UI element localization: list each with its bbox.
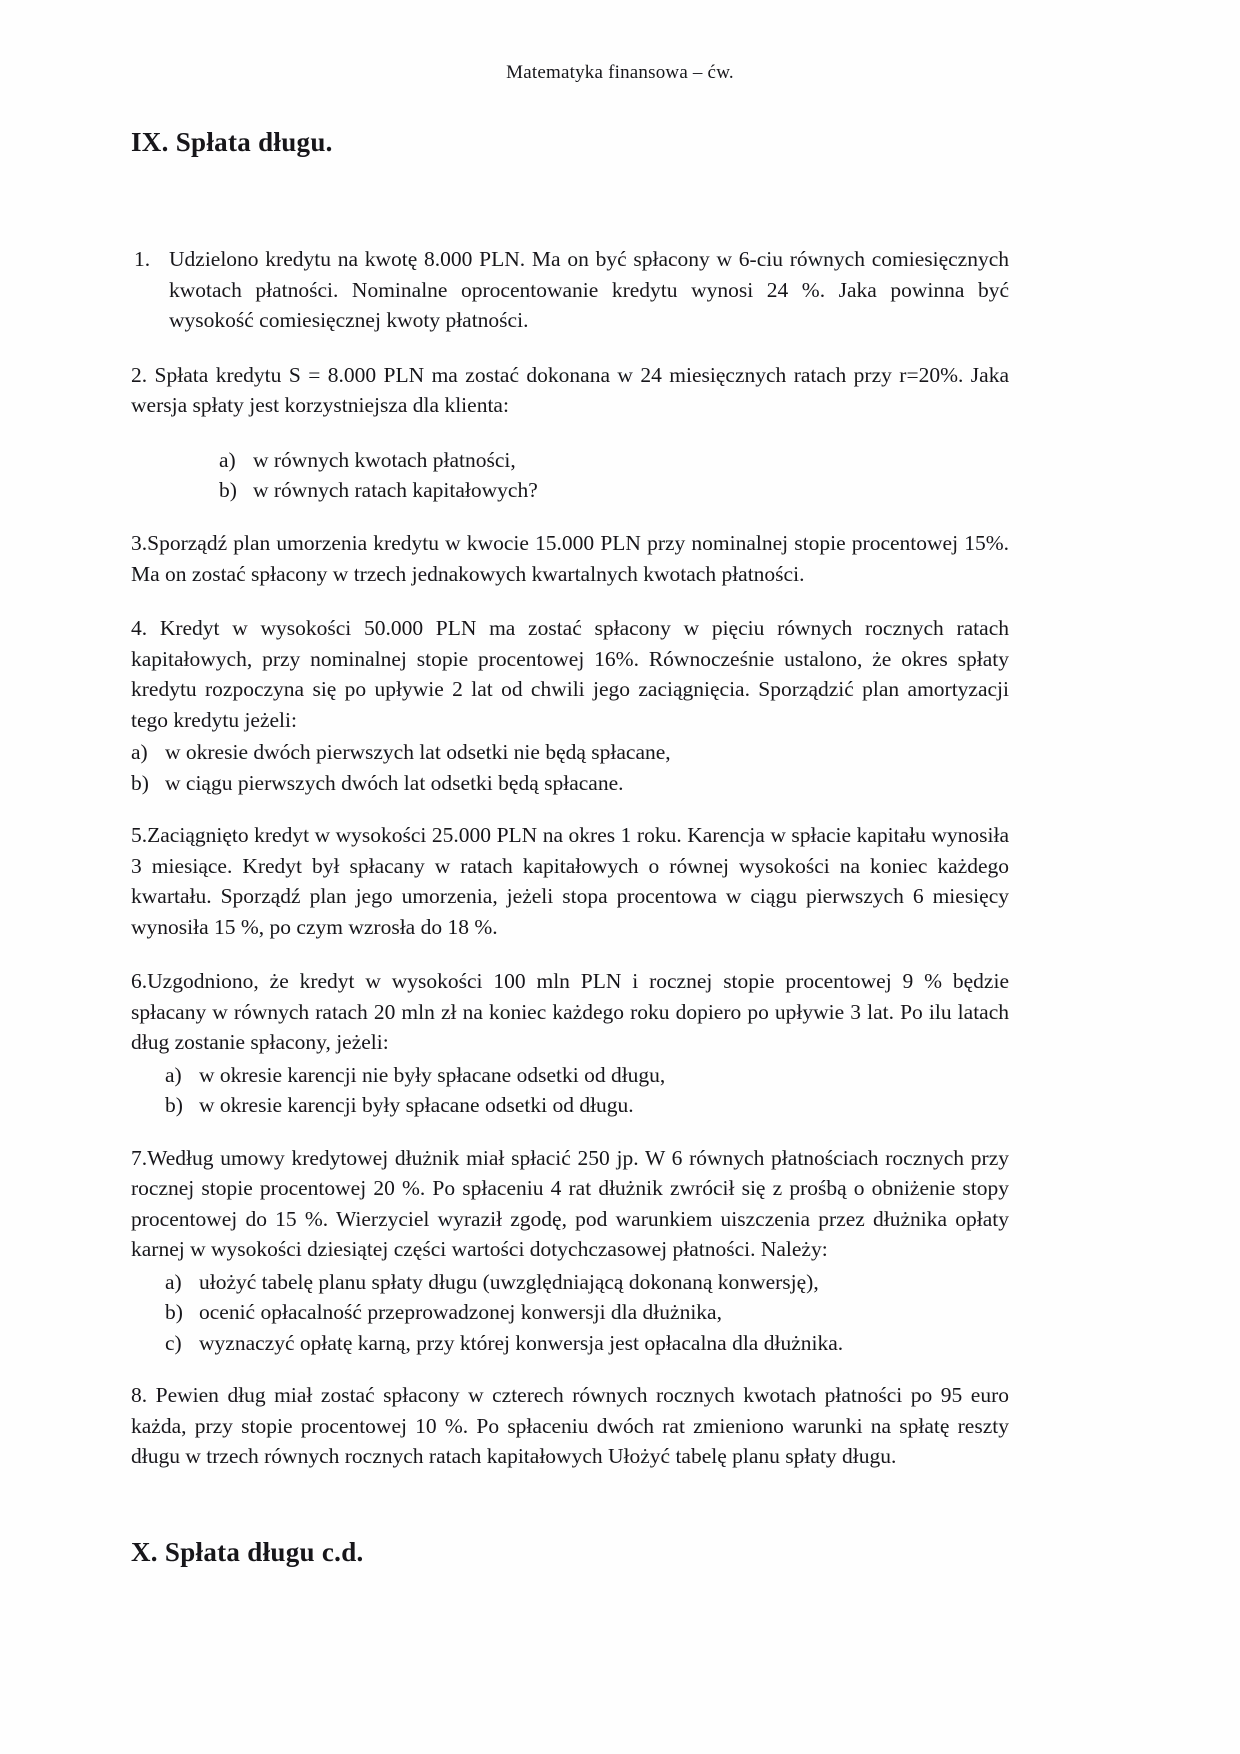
exercise-text: 3.Sporządź plan umorzenia kredytu w kwocie 15.000 PLN przy nominalnej stopie procentowej 15%. Ma on zostać spłacony w trzech jednakowych kwartalnych kwotach płatności.: [131, 531, 1009, 586]
block-spacer: [131, 506, 1009, 528]
exercise-item: [131, 360, 1009, 421]
list-item-text: w równych kwotach płatności,: [253, 447, 516, 472]
exercise-item: [131, 966, 1009, 1058]
list-marker: a): [131, 740, 148, 765]
list-marker: a): [165, 1062, 182, 1087]
page-title: IX. Spłata długu.: [131, 127, 333, 157]
list-item-text: ocenić opłacalność przeprowadzonej konwersji dla dłużnika,: [199, 1300, 722, 1325]
exercise-sublist: [165, 1267, 1009, 1359]
exercise-text: Udzielono kredytu na kwotę 8.000 PLN. Ma on być spłacony w 6-ciu równych comiesięcznych kwotach płatności. Nominalne oprocentowanie kredytu wynosi 24 %. Jaka powinna być wysokość comiesięcznej kwoty płatności.: [169, 247, 1009, 333]
title-spacer: [131, 158, 1009, 244]
exercise-item: [131, 820, 1009, 942]
list-marker: c): [165, 1330, 182, 1355]
block-spacer: [131, 1121, 1009, 1143]
list-item: [165, 1297, 1009, 1328]
list-item: [131, 737, 1009, 768]
closing-title: X. Spłata długu c.d.: [131, 1536, 364, 1567]
exercise-text: 4. Kredyt w wysokości 50.000 PLN ma zostać spłacony w pięciu równych rocznych ratach kapitałowych, przy nominalnej stopie procentowej 16%. Równocześnie ustalono, że okres spłaty kredytu rozpoczyna się po upływie 2 lat od chwili jego zaciągnięcia. Sporządzić plan amortyzacji tego kredytu jeżeli:: [131, 616, 1009, 732]
exercise-text: 2. Spłata kredytu S = 8.000 PLN ma zostać dokonana w 24 miesięcznych ratach przy r=20%. Jaka wersja spłaty jest korzystniejsza dla klienta:: [131, 362, 1009, 418]
exercise-sublist: [131, 737, 1009, 798]
exercise-item: [131, 244, 1009, 336]
list-item: [165, 1328, 1009, 1359]
list-item-text: w ciągu pierwszych dwóch lat odsetki będą spłacane.: [165, 770, 624, 795]
exercise-text: 7.Według umowy kredytowej dłużnik miał spłacić 250 jp. W 6 równych płatnościach rocznych przy rocznej stopie procentowej 20 %. Po spłaceniu 4 rat dłużnik zwrócił się z prośbą o obniżenie stopy procentowej do 15 %. Wierzyciel wyraził zgodę, pod warunkiem uiszczenia przez dłużnika opłaty karnej w wysokości dziesiątej części wartości dotychczasowej płatności. Należy:: [131, 1145, 1009, 1262]
exercise-number: 1.: [134, 247, 151, 272]
list-item: [219, 445, 1009, 476]
list-item-text: ułożyć tabelę planu spłaty długu (uwzględniającą dokonaną konwersję),: [199, 1269, 819, 1294]
list-item-text: w okresie karencji nie były spłacane odsetki od długu,: [199, 1062, 666, 1087]
exercise-sublist: [219, 445, 1009, 506]
list-item: [165, 1267, 1009, 1298]
list-item-text: w okresie karencji były spłacane odsetki od długu.: [199, 1093, 634, 1118]
running-header: Matematyka finansowa – ćw.: [506, 62, 734, 83]
list-item-text: w równych ratach kapitałowych?: [253, 478, 538, 503]
block-spacer: [131, 798, 1009, 820]
list-item: [165, 1090, 1009, 1121]
exercise-item: [131, 1143, 1009, 1265]
list-marker: b): [165, 1093, 183, 1118]
exercise-item: [131, 613, 1009, 735]
exercise-item: [131, 1380, 1009, 1472]
exercise-text: 8. Pewien dług miał zostać spłacony w czterech równych rocznych kwotach płatności po 95 euro każda, przy stopie procentowej 10 %. Po spłaceniu dwóch rat zmieniono warunki na spłatę reszty długu w trzech równych rocznych ratach kapitałowych Ułożyć tabelę planu spłaty długu.: [131, 1383, 1009, 1469]
closing-spacer: [131, 1472, 1009, 1536]
exercise-item: [131, 528, 1009, 589]
exercise-text: 6.Uzgodniono, że kredyt w wysokości 100 mln PLN i rocznej stopie procentowej 9 % będzie spłacany w równych ratach 20 mln zł na koniec każdego roku dopiero po upływie 3 lat. Po ilu latach dług zostanie spłacony, jeżeli:: [131, 969, 1009, 1055]
list-item-text: wyznaczyć opłatę karną, przy której konwersja jest opłacalna dla dłużnika.: [199, 1330, 844, 1355]
list-marker: a): [165, 1269, 182, 1294]
document-body: [131, 126, 1009, 1568]
exercise-sublist: [165, 1060, 1009, 1121]
list-marker: b): [165, 1300, 183, 1325]
block-spacer: [131, 1358, 1009, 1380]
list-marker: b): [131, 770, 149, 795]
list-item: [219, 475, 1009, 506]
list-marker: a): [219, 447, 236, 472]
list-item: [165, 1060, 1009, 1091]
list-item-text: w okresie dwóch pierwszych lat odsetki nie będą spłacane,: [165, 740, 671, 765]
list-marker: b): [219, 478, 237, 503]
list-item: [131, 768, 1009, 799]
exercise-text: 5.Zaciągnięto kredyt w wysokości 25.000 PLN na okres 1 roku. Karencja w spłacie kapitału wynosiła 3 miesiące. Kredyt był spłacany w ratach kapitałowych o równej wysokości na koniec każdego kwartału. Sporządź plan jego umorzenia, jeżeli stopa procentowa w ciągu pierwszych 6 miesięcy wynosiła 15 %, po czym wzrosła do 18 %.: [131, 823, 1009, 939]
